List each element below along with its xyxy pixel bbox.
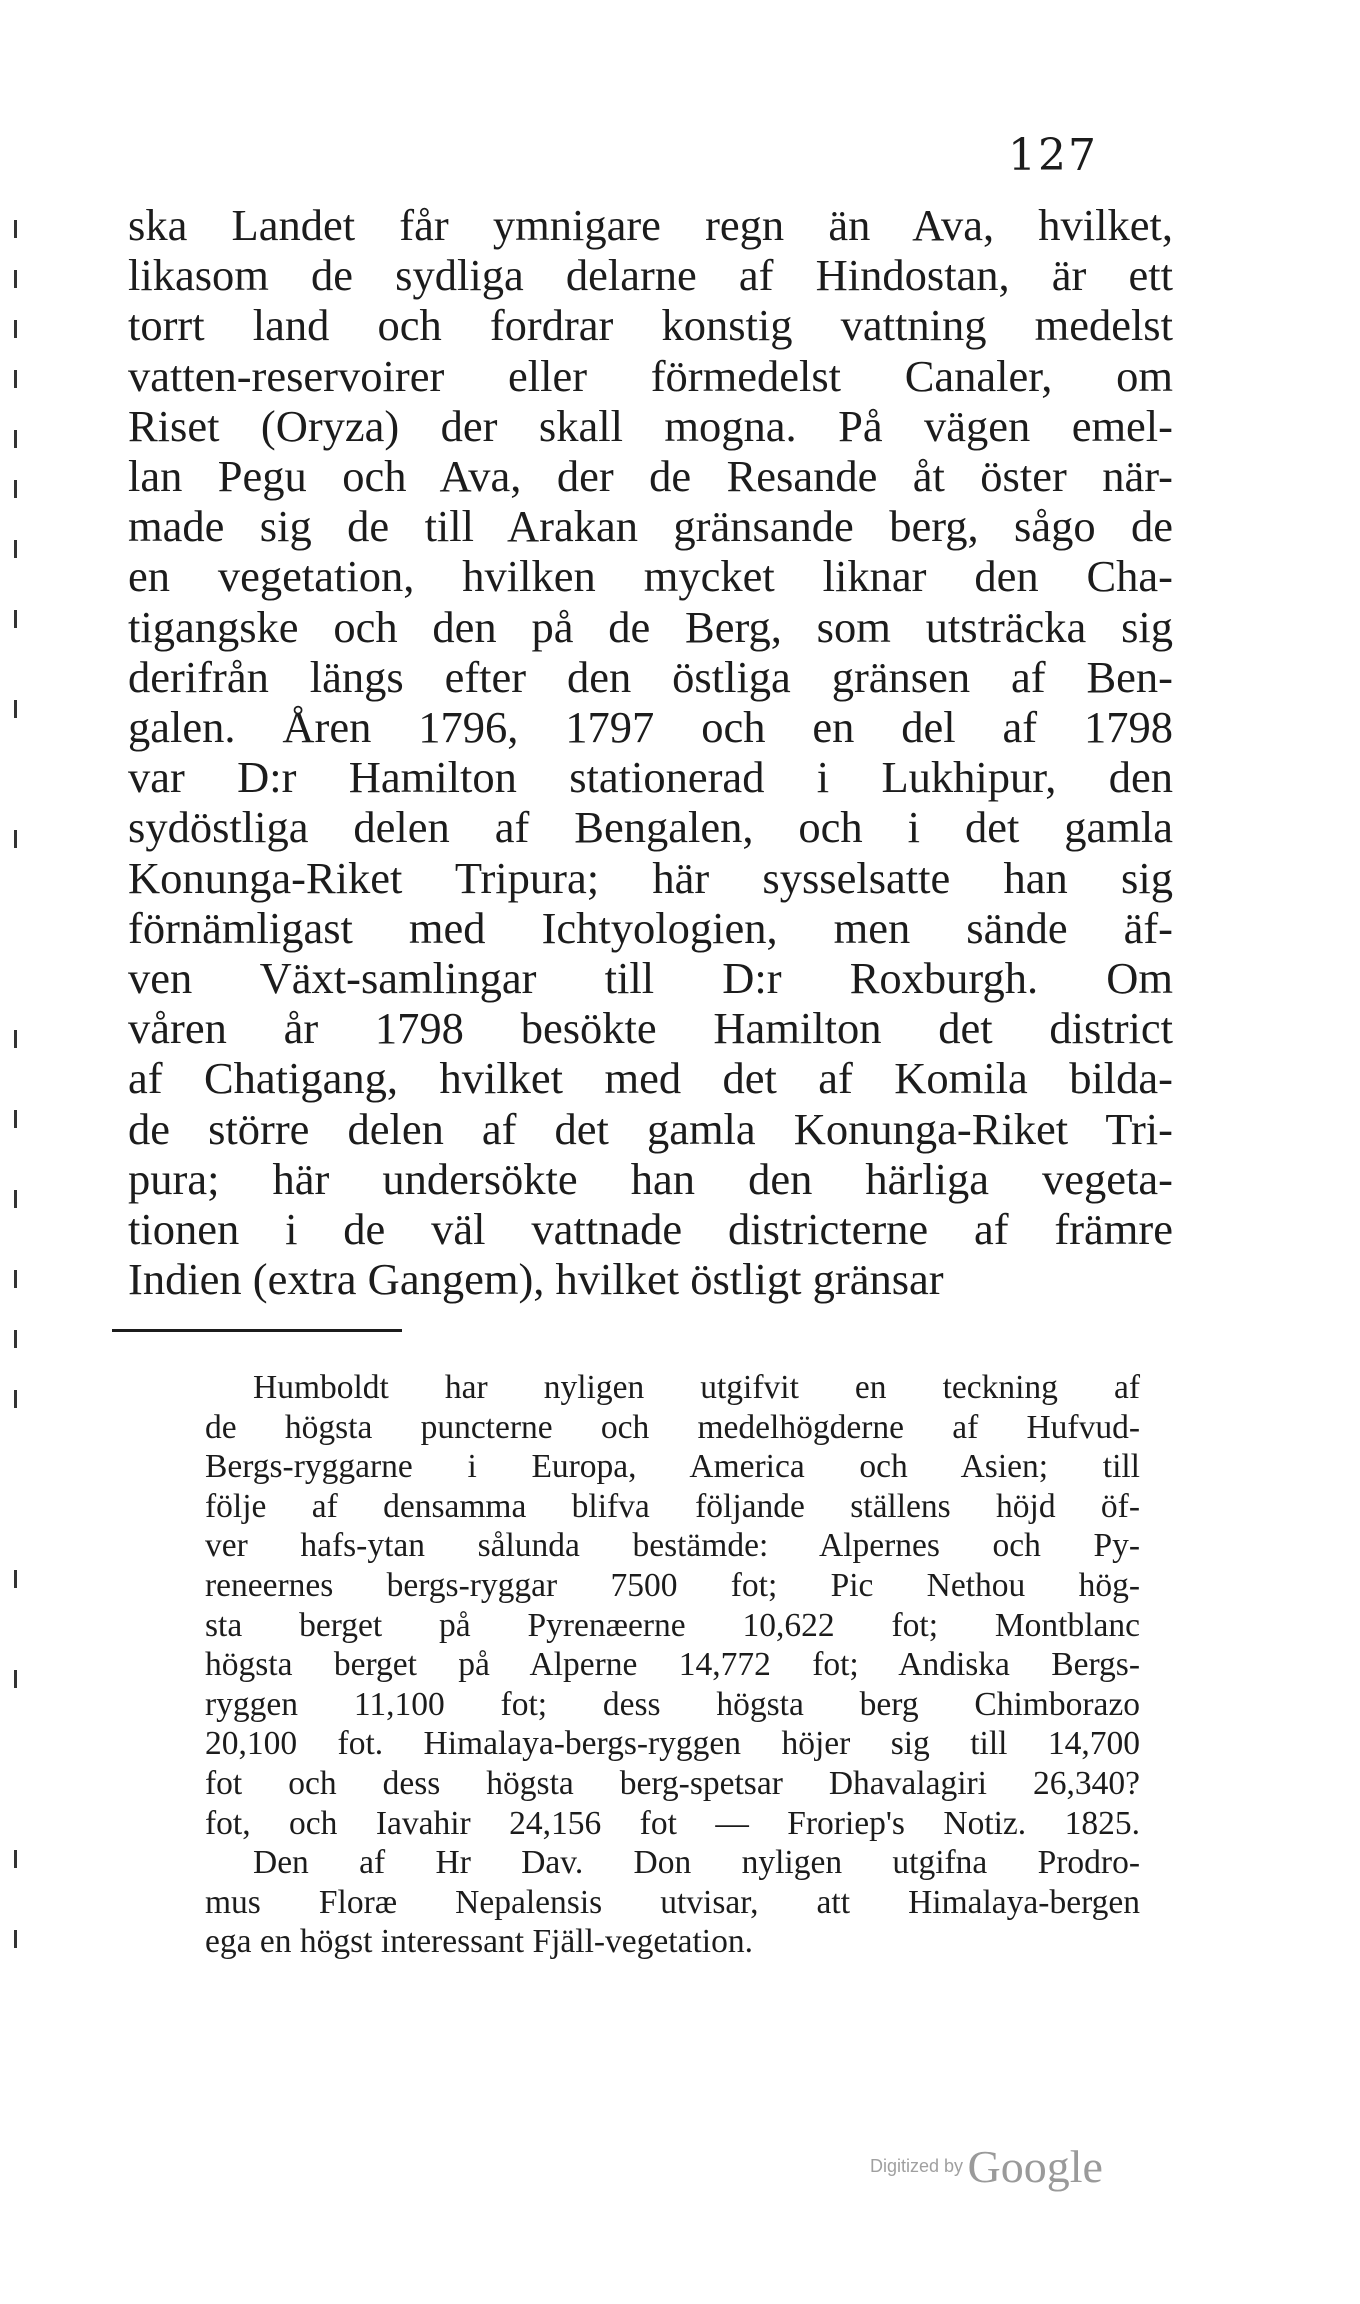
footnote-line: ega en högst interessant Fjäll-vegetation. bbox=[205, 1923, 753, 1961]
text-line: de större delen af det gamla Konunga-Riket Tri- bbox=[128, 1103, 1173, 1154]
footnote bbox=[205, 1368, 1140, 1962]
text-line: var D:r Hamilton stationerad i Lukhipur, den bbox=[128, 752, 1173, 803]
text-line: likasom de sydliga delarne af Hindostan, är ett bbox=[128, 250, 1173, 301]
text-line: Indien (extra Gangem), hvilket östligt gränsar bbox=[128, 1254, 944, 1305]
footnote-line: sta berget på Pyrenæerne 10,622 fot; Montblanc bbox=[205, 1606, 1140, 1644]
footnote-separator bbox=[112, 1329, 402, 1332]
text-line: ska Landet får ymnigare regn än Ava, hvilket, bbox=[128, 200, 1173, 250]
footnote-line: mus Floræ Nepalensis utvisar, att Himalaya-bergen bbox=[205, 1883, 1140, 1921]
page-number: 127 bbox=[1008, 130, 1098, 181]
scan-artifact bbox=[14, 370, 17, 388]
footnote-line: reneernes bergs-ryggar 7500 fot; Pic Nethou hög- bbox=[205, 1566, 1140, 1604]
scan-artifact bbox=[14, 430, 17, 448]
text-line: torrt land och fordrar konstig vattning medelst bbox=[128, 300, 1173, 351]
scan-artifact bbox=[14, 830, 17, 848]
scan-artifact bbox=[14, 610, 17, 628]
footnote-line: Bergs-ryggarne i Europa, America och Asien; till bbox=[205, 1448, 1140, 1486]
text-line: lan Pegu och Ava, der de Resande åt öster när- bbox=[128, 451, 1173, 502]
footnote-line: 20,100 fot. Himalaya-bergs-ryggen höjer sig till 14,700 bbox=[205, 1725, 1140, 1763]
text-line: made sig de till Arakan gränsande berg, sågo de bbox=[128, 501, 1173, 552]
watermark-prefix: Digitized by bbox=[870, 2156, 964, 2176]
text-line: tionen i de väl vattnade districterne af främre bbox=[128, 1204, 1173, 1255]
digitized-by-google-watermark bbox=[870, 2140, 1103, 2193]
footnote-line: fot och dess högsta berg-spetsar Dhavalagiri 26,340? bbox=[205, 1764, 1140, 1802]
scan-artifact bbox=[14, 1270, 17, 1288]
text-line: vatten-reservoirer eller förmedelst Canaler, om bbox=[128, 350, 1173, 401]
footnote-line: de högsta puncterne och medelhögderne af Hufvud- bbox=[205, 1408, 1140, 1446]
footnote-line: Den af Hr Dav. Don nyligen utgifna Prodro- bbox=[253, 1844, 1140, 1882]
text-line: ven Växt-samlingar till D:r Roxburgh. Om bbox=[128, 953, 1173, 1004]
text-line: Konunga-Riket Tripura; här sysselsatte han sig bbox=[128, 852, 1173, 903]
scan-artifact bbox=[14, 540, 17, 558]
scan-artifact bbox=[14, 700, 17, 718]
text-line: förnämligast med Ichtyologien, men sände äf- bbox=[128, 902, 1173, 953]
main-text bbox=[128, 200, 1173, 1304]
scan-artifact bbox=[14, 320, 17, 338]
scan-artifact bbox=[14, 1390, 17, 1408]
scan-artifact bbox=[14, 1190, 17, 1208]
scan-artifact bbox=[14, 1110, 17, 1128]
text-line: pura; här undersökte han den härliga vegeta- bbox=[128, 1153, 1173, 1204]
footnote-line: följe af densamma blifva följande ställens höjd öf- bbox=[205, 1487, 1140, 1525]
scan-artifact bbox=[14, 220, 17, 238]
scan-artifact bbox=[14, 1030, 17, 1048]
text-line: tigangske och den på de Berg, som utsträcka sig bbox=[128, 601, 1173, 652]
text-line: Riset (Oryza) der skall mogna. På vägen emel- bbox=[128, 400, 1173, 451]
scan-artifact bbox=[14, 1850, 17, 1868]
footnote-line: Humboldt har nyligen utgifvit en teckning af bbox=[253, 1369, 1140, 1406]
text-line: en vegetation, hvilken mycket liknar den Cha- bbox=[128, 551, 1173, 602]
scan-artifact bbox=[14, 1930, 17, 1948]
scan-artifact bbox=[14, 270, 17, 288]
scan-artifact bbox=[14, 480, 17, 498]
footnote-line: ryggen 11,100 fot; dess högsta berg Chimborazo bbox=[205, 1685, 1140, 1723]
footnote-line: ver hafs-ytan sålunda bestämde: Alpernes och Py- bbox=[205, 1527, 1140, 1565]
google-logo: Google bbox=[967, 2141, 1103, 2192]
text-line: våren år 1798 besökte Hamilton det district bbox=[128, 1003, 1173, 1054]
text-line: af Chatigang, hvilket med det af Komila bilda- bbox=[128, 1053, 1173, 1104]
text-line: galen. Åren 1796, 1797 och en del af 1798 bbox=[128, 702, 1173, 753]
footnote-line: högsta berget på Alperne 14,772 fot; Andiska Bergs- bbox=[205, 1646, 1140, 1684]
scan-artifact bbox=[14, 1330, 17, 1348]
scan-artifact bbox=[14, 1570, 17, 1588]
text-line: sydöstliga delen af Bengalen, och i det gamla bbox=[128, 802, 1173, 853]
scan-artifact bbox=[14, 1670, 17, 1688]
footnote-line: fot, och Iavahir 24,156 fot — Froriep's Notiz. 1825. bbox=[205, 1804, 1140, 1842]
text-line: derifrån längs efter den östliga gränsen af Ben- bbox=[128, 651, 1173, 702]
